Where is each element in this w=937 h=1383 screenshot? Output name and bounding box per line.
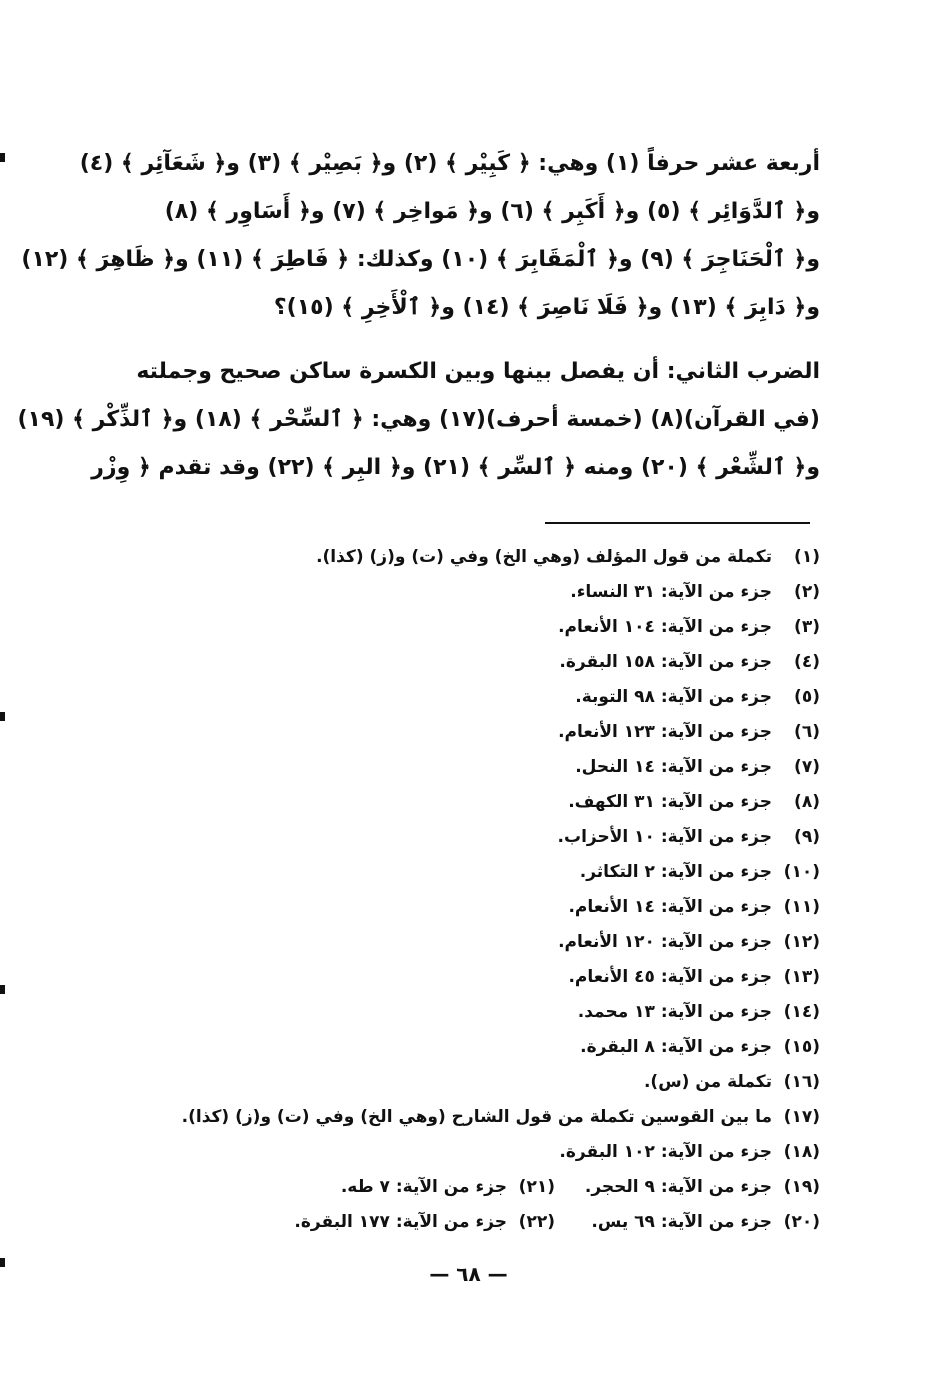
main-text-line: و﴿ ٱلْحَنَاجِرَ ﴾ (٩) و﴿ ٱلْمَقَابِرَ ﴾ (١٠) وكذلك: ﴿ فَاطِرَ ﴾ (١١) و﴿ ظَاهِرَ ﴾ (١٢) — [21, 247, 820, 272]
footnote-item — [120, 715, 820, 750]
footnote-item — [290, 1205, 555, 1240]
footnote-number: (٨) — [794, 792, 820, 812]
main-text-line: الضرب الثاني: أن يفصل بينها وبين الكسرة ساكن صحيح وجملته — [136, 359, 820, 384]
footnote-number: (٤) — [794, 652, 820, 672]
footnote-number: (٢٠) — [783, 1212, 820, 1232]
footnote-item — [120, 645, 820, 680]
footnote-number: (٦) — [794, 722, 820, 742]
footnote-number: (١٢) — [783, 932, 820, 952]
footnote-item — [120, 1135, 820, 1170]
footnote-item — [120, 1100, 820, 1135]
footnote-number: (٣) — [794, 617, 820, 637]
footnote-text: جزء من الآية: ٣١ الكهف. — [568, 792, 772, 812]
footnote-item — [120, 925, 820, 960]
footnote-text: جزء من الآية: ٦٩ يس. — [591, 1212, 772, 1232]
footnote-text: جزء من الآية: ٩٨ التوبة. — [575, 687, 772, 707]
footnote-item — [120, 995, 820, 1030]
footnote-item — [120, 540, 820, 575]
footnote-number: (١٥) — [783, 1037, 820, 1057]
footnote-number: (٥) — [794, 687, 820, 707]
footnotes-block — [120, 540, 820, 1240]
footnote-item — [120, 575, 820, 610]
footnote-text: جزء من الآية: ٢ التكاثر. — [579, 862, 772, 882]
footnote-item — [120, 680, 820, 715]
footnote-item — [120, 785, 820, 820]
footnote-item — [120, 750, 820, 785]
footnote-text: جزء من الآية: ٣١ النساء. — [570, 582, 772, 602]
footnote-text: جزء من الآية: ١٥٨ البقرة. — [559, 652, 772, 672]
footnote-number: (١١) — [783, 897, 820, 917]
footnote-item — [120, 610, 820, 645]
footnote-text: تكملة من (س). — [643, 1072, 772, 1092]
main-text-line: و﴿ ٱلشِّعْر ﴾ (٢٠) ومنه ﴿ ٱلسِّر ﴾ (٢١) و﴿ البِر ﴾ (٢٢) وقد تقدم ﴿ وِزْر — [91, 455, 820, 480]
page-number: — ٦٨ — — [429, 1262, 508, 1286]
footnote-number: (١٦) — [783, 1072, 820, 1092]
footnote-text: جزء من الآية: ٨ البقرة. — [580, 1037, 772, 1057]
footnote-number: (٧) — [794, 757, 820, 777]
footnote-item — [120, 960, 820, 995]
footnote-number: (١٠) — [783, 862, 820, 882]
footnote-number: (٢١) — [518, 1177, 555, 1197]
footnote-text: جزء من الآية: ١٧٧ البقرة. — [294, 1212, 507, 1232]
footnote-text: تكملة من قول المؤلف (وهي الخ) وفي (ت) و(ز) (كذا). — [316, 547, 772, 567]
scan-edge-mark — [0, 153, 5, 162]
footnote-text: جزء من الآية: ١٠٢ البقرة. — [559, 1142, 772, 1162]
main-text-block — [17, 140, 820, 492]
footnote-split-row — [120, 1170, 820, 1205]
footnote-item — [555, 1205, 820, 1240]
footnote-text: جزء من الآية: ١٤ الأنعام. — [568, 897, 772, 917]
main-text-line: أربعة عشر حرفاً (١) وهي: ﴿ كَبِيْر ﴾ (٢) و﴿ بَصِيْر ﴾ (٣) و﴿ شَعَآئِر ﴾ (٤) — [79, 151, 820, 176]
footnote-item — [120, 820, 820, 855]
footnote-item — [120, 890, 820, 925]
footnote-text: جزء من الآية: ١٣ محمد. — [577, 1002, 772, 1022]
footnote-split-row — [120, 1205, 820, 1240]
footnote-number: (٢) — [794, 582, 820, 602]
main-text-line: (في القرآن)(٨) (خمسة أحرف)(١٧) وهي: ﴿ ٱلسِّحْر ﴾ (١٨) و﴿ ٱلذِّكْر ﴾ (١٩) — [17, 407, 820, 432]
footnote-text: جزء من الآية: ١٠ الأحزاب. — [557, 827, 772, 847]
footnote-text: جزء من الآية: ٤٥ الأنعام. — [568, 967, 772, 987]
footnote-item — [290, 1170, 555, 1205]
footnote-number: (٢٢) — [518, 1212, 555, 1232]
footnote-item — [120, 1030, 820, 1065]
footnote-text: جزء من الآية: ٩ الحجر. — [584, 1177, 772, 1197]
footnote-number: (١٤) — [783, 1002, 820, 1022]
footnote-item — [555, 1170, 820, 1205]
footnote-number: (١٩) — [783, 1177, 820, 1197]
footnote-divider — [545, 522, 810, 524]
main-text-line: و﴿ دَابِرَ ﴾ (١٣) و﴿ فَلَا نَاصِرَ ﴾ (١٤) و﴿ ٱلْأَخِرِ ﴾ (١٥)؟ — [273, 295, 820, 320]
footnote-number: (١٣) — [783, 967, 820, 987]
footnote-item — [120, 855, 820, 890]
footnote-number: (١) — [794, 547, 820, 567]
main-text-line: و﴿ ٱلدَّوَائِر ﴾ (٥) و﴿ أَكَبِر ﴾ (٦) و﴿ مَواخِر ﴾ (٧) و﴿ أَسَاوِر ﴾ (٨) — [164, 199, 820, 224]
footnote-text: جزء من الآية: ١٤ النحل. — [575, 757, 772, 777]
footnote-number: (٩) — [794, 827, 820, 847]
paragraph-gap — [100, 332, 820, 348]
footnote-number: (١٨) — [783, 1142, 820, 1162]
footnote-text: جزء من الآية: ١٠٤ الأنعام. — [558, 617, 772, 637]
footnote-text: جزء من الآية: ١٢٣ الأنعام. — [558, 722, 772, 742]
footnote-text: ما بين القوسين تكملة من قول الشارح (وهي الخ) وفي (ت) و(ز) (كذا). — [181, 1107, 772, 1127]
footnote-item — [120, 1065, 820, 1100]
footnote-text: جزء من الآية: ١٢٠ الأنعام. — [558, 932, 772, 952]
scan-edge-mark — [0, 712, 5, 721]
footnote-text: جزء من الآية: ٧ طه. — [340, 1177, 507, 1197]
scan-edge-mark — [0, 985, 5, 994]
footnote-number: (١٧) — [783, 1107, 820, 1127]
scan-edge-mark — [0, 1258, 5, 1267]
